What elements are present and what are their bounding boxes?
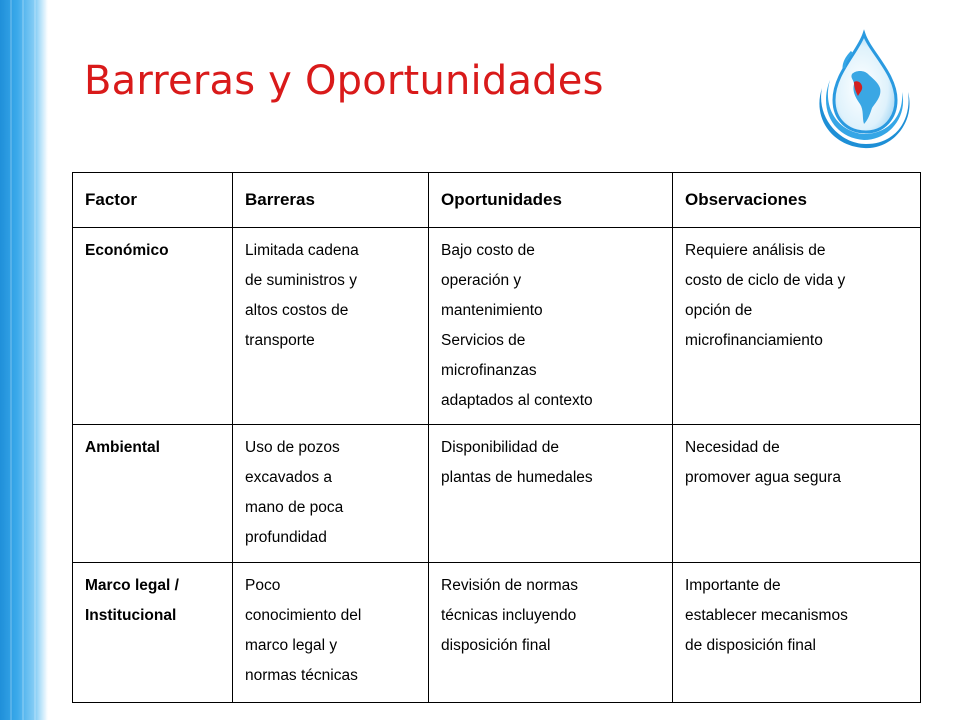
- cell-text: de disposición final: [685, 637, 816, 654]
- cell-text: mantenimiento: [441, 302, 543, 319]
- cell-text: Disponibilidad de: [441, 439, 560, 456]
- cell-text: mano de poca: [245, 499, 344, 516]
- cell-text: conocimiento del: [245, 607, 362, 624]
- cell-text: altos costos de: [245, 302, 349, 319]
- cell-text: Importante de: [685, 577, 781, 594]
- cell-observaciones: [673, 563, 921, 703]
- table-row: [73, 425, 921, 563]
- cell-text: Bajo costo de: [441, 242, 535, 259]
- cell-oportunidades: [429, 425, 673, 563]
- header-observaciones: Observaciones: [673, 173, 921, 228]
- cell-text: transporte: [245, 332, 315, 349]
- cell-factor: [73, 425, 233, 563]
- cell-factor: [73, 563, 233, 703]
- cell-text: Económico: [85, 242, 169, 259]
- cell-text: Revisión de normas: [441, 577, 578, 594]
- cell-observaciones: [673, 228, 921, 425]
- cell-text: plantas de humedales: [441, 469, 593, 486]
- cell-barreras: [233, 563, 429, 703]
- cell-text: Institucional: [85, 607, 177, 624]
- cell-barreras: [233, 425, 429, 563]
- cell-text: promover agua segura: [685, 469, 841, 486]
- cell-text: normas técnicas: [245, 667, 358, 684]
- slide-title: Barreras y Oportunidades: [84, 58, 604, 104]
- cell-text: técnicas incluyendo: [441, 607, 577, 624]
- cell-text: adaptados al contexto: [441, 392, 593, 409]
- cell-text: microfinanzas: [441, 362, 537, 379]
- cell-text: operación y: [441, 272, 522, 289]
- decorative-side-bar: [0, 0, 48, 720]
- cell-text: Servicios de: [441, 332, 526, 349]
- cell-text: microfinanciamiento: [685, 332, 823, 349]
- cell-text: profundidad: [245, 529, 327, 546]
- cell-text: disposición final: [441, 637, 551, 654]
- header-oportunidades: Oportunidades: [429, 173, 673, 228]
- cell-text: Requiere análisis de: [685, 242, 826, 259]
- water-drop-latin-america-logo-icon: [808, 26, 918, 150]
- barriers-opportunities-table: [72, 172, 921, 703]
- cell-text: costo de ciclo de vida y: [685, 272, 846, 289]
- table-row: [73, 563, 921, 703]
- cell-oportunidades: [429, 228, 673, 425]
- cell-factor: [73, 228, 233, 425]
- cell-text: de suministros y: [245, 272, 357, 289]
- cell-text: Marco legal /: [85, 577, 179, 594]
- cell-text: Ambiental: [85, 439, 160, 456]
- cell-text: Poco: [245, 577, 281, 594]
- table-row: [73, 228, 921, 425]
- cell-text: establecer mecanismos: [685, 607, 848, 624]
- cell-observaciones: [673, 425, 921, 563]
- cell-barreras: [233, 228, 429, 425]
- header-factor: Factor: [73, 173, 233, 228]
- cell-oportunidades: [429, 563, 673, 703]
- cell-text: Limitada cadena: [245, 242, 359, 259]
- header-barreras: Barreras: [233, 173, 429, 228]
- cell-text: Uso de pozos: [245, 439, 340, 456]
- cell-text: excavados a: [245, 469, 333, 486]
- table-header-row: [73, 173, 921, 228]
- cell-text: Necesidad de: [685, 439, 780, 456]
- cell-text: opción de: [685, 302, 753, 319]
- cell-text: marco legal y: [245, 637, 338, 654]
